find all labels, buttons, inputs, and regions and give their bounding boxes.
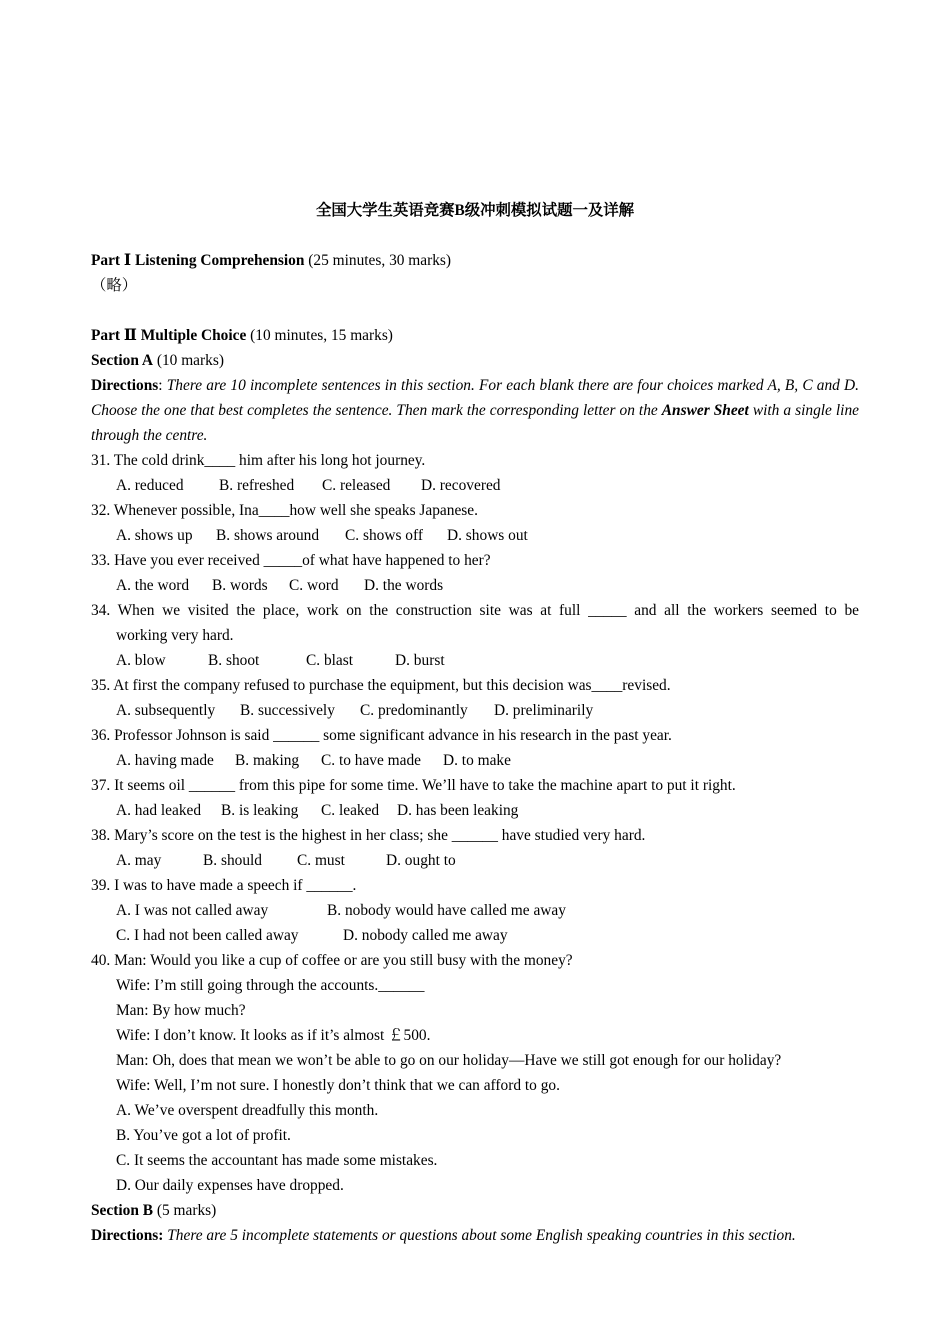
section-a-info: (10 marks)	[153, 352, 224, 369]
dialog-line: Wife: I’m still going through the accounts.______	[116, 977, 425, 994]
question-33-options	[91, 573, 859, 598]
section-a-directions	[91, 373, 859, 448]
option-d: D. the words	[364, 577, 444, 594]
option-b: B. is leaking	[221, 802, 299, 819]
dialog-line: Wife: I don’t know. It looks as if it’s almost ￡500.	[116, 1027, 431, 1044]
option-a: A. the word	[116, 577, 190, 594]
question-35-stem: 35. At first the company refused to purchase the equipment, but this decision was____revised.	[91, 677, 671, 694]
question-36-options	[91, 748, 859, 773]
option-b: B. successively	[240, 702, 335, 719]
question-37-options	[91, 798, 859, 823]
part2-label: Part Ⅱ Multiple Choice	[91, 327, 247, 344]
option-b: B. words	[212, 577, 268, 594]
option-a: A. having made	[116, 752, 214, 769]
question-39-options-row-1	[91, 898, 859, 923]
option-a: A. We’ve overspent dreadfully this month.	[116, 1102, 379, 1119]
directions-text: There are 5 incomplete statements or questions about some English speaking countries in this section.	[163, 1227, 796, 1244]
option-d: D. nobody called me away	[343, 927, 508, 944]
option-a: A. I was not called away	[116, 902, 269, 919]
question-34-stem-line-1: 34. When we visited the place, work on the construction site was at full _____ and all the workers seemed to be	[91, 602, 859, 619]
question-35-options	[91, 698, 859, 723]
option-a: A. subsequently	[116, 702, 216, 719]
question-33-stem: 33. Have you ever received _____of what have happened to her?	[91, 552, 491, 569]
spacer	[91, 298, 859, 323]
question-36-stem: 36. Professor Johnson is said ______ some significant advance in his research in the past year.	[91, 727, 672, 744]
question-40-stem: 40. Man: Would you like a cup of coffee or are you still busy with the money?	[91, 952, 573, 969]
option-c: C. predominantly	[360, 702, 468, 719]
option-c: C. I had not been called away	[116, 927, 299, 944]
question-32-options	[91, 523, 859, 548]
section-a-heading	[91, 348, 859, 373]
option-a: A. shows up	[116, 527, 193, 544]
option-c: C. It seems the accountant has made some mistakes.	[116, 1152, 438, 1169]
dialog-line: Man: Oh, does that mean we won’t be able to go on our holiday—Have we still got enough for our holiday?	[116, 1052, 782, 1069]
option-c: C. shows off	[345, 527, 423, 544]
option-c: C. word	[289, 577, 339, 594]
option-b: B. shoot	[208, 652, 260, 669]
directions-colon: :	[158, 377, 167, 394]
directions-text-1: There are 10 incomplete sentences in this section. For each blank there are four choices marked A, B, C and D. Choose the one that best completes the sentence. Then mark the corresponding letter on the	[91, 377, 860, 419]
part1-info: (25 minutes, 30 marks)	[304, 252, 452, 269]
directions-label: Directions	[91, 377, 159, 394]
question-37-stem: 37. It seems oil ______ from this pipe for some time. We’ll have to take the machine apart to put it right.	[91, 777, 736, 794]
directions-answer-sheet: Answer Sheet	[661, 402, 749, 419]
option-a: A. may	[116, 852, 162, 869]
directions-label: Directions:	[91, 1227, 164, 1244]
option-b: B. You’ve got a lot of profit.	[116, 1127, 291, 1144]
part1-note: （略）	[91, 277, 138, 294]
question-38-options	[91, 848, 859, 873]
section-b-info: (5 marks)	[153, 1202, 217, 1219]
section-a-label: Section A	[91, 352, 153, 369]
option-c: C. leaked	[321, 802, 380, 819]
option-d: D. recovered	[421, 477, 501, 494]
option-d: D. to make	[443, 752, 511, 769]
option-c: C. blast	[306, 652, 354, 669]
option-a: A. reduced	[116, 477, 184, 494]
option-b: B. shows around	[216, 527, 320, 544]
option-d: D. shows out	[447, 527, 528, 544]
question-31-options	[91, 473, 859, 498]
option-d: D. has been leaking	[397, 802, 519, 819]
option-d: D. Our daily expenses have dropped.	[116, 1177, 344, 1194]
section-b-directions	[91, 1223, 859, 1248]
document-body	[91, 248, 859, 1248]
question-39-options-row-2	[91, 923, 859, 948]
option-a: A. blow	[116, 652, 166, 669]
option-d: D. ought to	[386, 852, 456, 869]
directions-text-2: with a single line through the centre.	[91, 402, 859, 444]
option-c: C. to have made	[321, 752, 422, 769]
dialog-line: Man: By how much?	[116, 1002, 246, 1019]
option-c: C. released	[322, 477, 391, 494]
question-32-stem: 32. Whenever possible, Ina____how well she speaks Japanese.	[91, 502, 478, 519]
part2-heading	[91, 323, 859, 348]
question-39-stem: 39. I was to have made a speech if ______.	[91, 877, 357, 894]
question-38-stem: 38. Mary’s score on the test is the highest in her class; she ______ have studied very hard.	[91, 827, 646, 844]
option-b: B. should	[203, 852, 263, 869]
section-b-heading	[91, 1198, 859, 1223]
part2-info: (10 minutes, 15 marks)	[246, 327, 393, 344]
part1-heading	[91, 248, 859, 273]
document-title: 全国大学生英语竞赛B级冲刺模拟试题一及详解	[315, 202, 635, 219]
option-b: B. making	[235, 752, 300, 769]
question-34-stem-line-2: working very hard.	[116, 627, 234, 644]
option-a: A. had leaked	[116, 802, 202, 819]
question-34-options	[91, 648, 859, 673]
part1-label: Part Ⅰ Listening Comprehension	[91, 252, 305, 269]
option-d: D. preliminarily	[494, 702, 594, 719]
option-b: B. refreshed	[219, 477, 295, 494]
option-c: C. must	[297, 852, 345, 869]
option-d: D. burst	[395, 652, 445, 669]
question-31-stem: 31. The cold drink____ him after his long hot journey.	[91, 452, 426, 469]
option-b: B. nobody would have called me away	[327, 902, 566, 919]
section-b-label: Section B	[91, 1202, 153, 1219]
dialog-line: Wife: Well, I’m not sure. I honestly don’t think that we can afford to go.	[116, 1077, 560, 1094]
